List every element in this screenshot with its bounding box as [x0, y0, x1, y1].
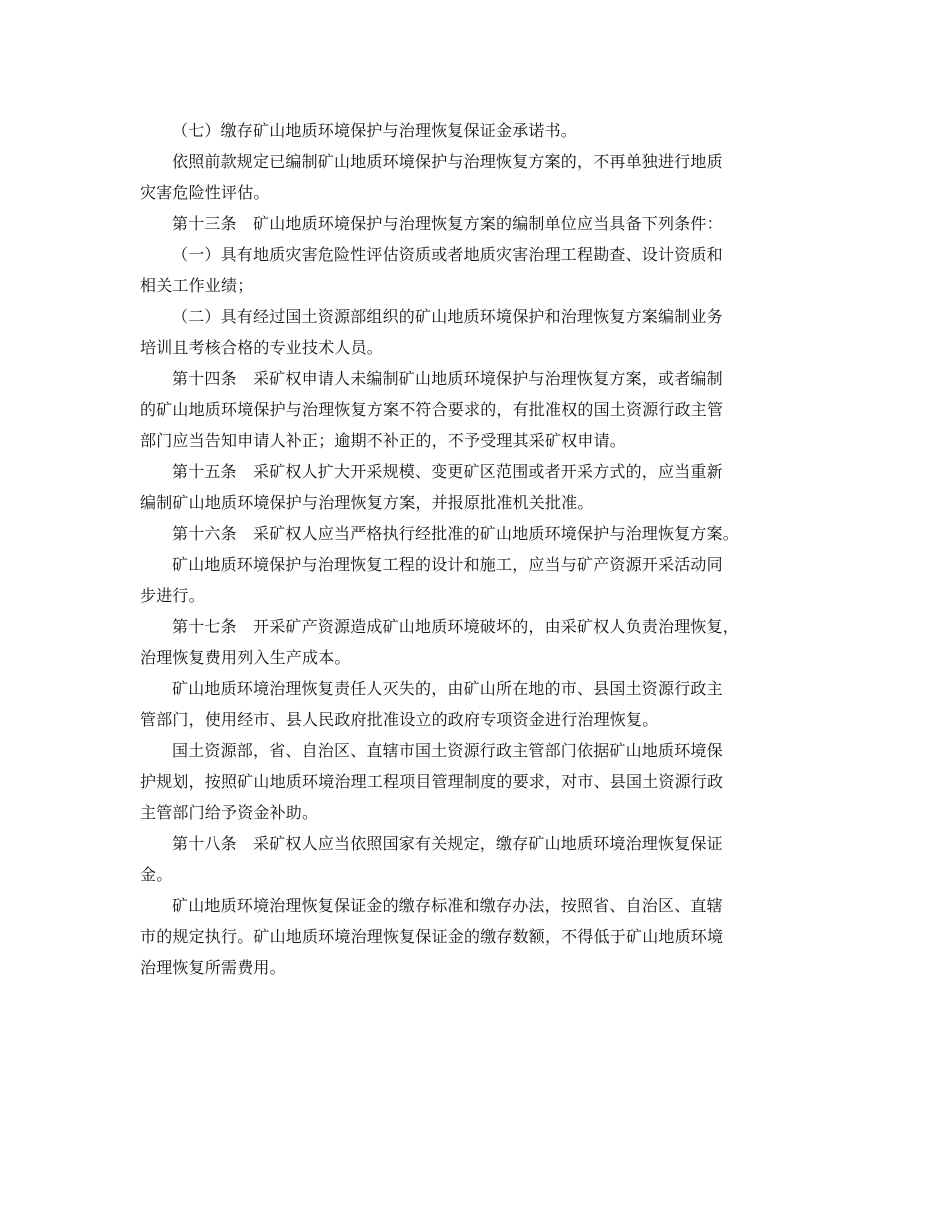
text-line: 相关工作业绩；: [140, 276, 254, 295]
text-line: 第十四条 采矿权申请人未编制矿山地质环境保护与治理恢复方案，或者编制: [172, 369, 723, 388]
text-line: 矿山地质环境治理恢复责任人灭失的，由矿山所在地的市、县国土资源行政主: [172, 679, 723, 698]
paragraph: [140, 146, 820, 208]
text-line: 第十五条 采矿权人扩大开采规模、变更矿区范围或者开采方式的，应当重新: [172, 462, 723, 481]
text-line: 金。: [140, 865, 173, 884]
text-line: 矿山地质环境保护与治理恢复工程的设计和施工，应当与矿产资源开采活动同: [172, 555, 723, 574]
paragraph: [140, 363, 820, 456]
text-line: 矿山地质环境治理恢复保证金的缴存标准和缴存办法，按照省、自治区、直辖: [172, 896, 723, 915]
text-line: 第十七条 开采矿产资源造成矿山地质环境破坏的，由采矿权人负责治理恢复，: [172, 617, 740, 636]
text-line: （一）具有地质灾害危险性评估资质或者地质灾害治理工程勘查、设计资质和: [172, 245, 723, 264]
paragraph: [140, 735, 820, 828]
paragraph: [140, 549, 820, 611]
text-line: 第十六条 采矿权人应当严格执行经批准的矿山地质环境保护与治理恢复方案。: [172, 524, 740, 543]
paragraph: [140, 239, 820, 301]
text-line: 步进行。: [140, 586, 205, 605]
text-line: 护规划，按照矿山地质环境治理工程项目管理制度的要求，对市、县国土资源行政: [140, 772, 724, 791]
text-line: 编制矿山地质环境保护与治理恢复方案，并报原批准机关批准。: [140, 493, 594, 512]
text-line: 管部门，使用经市、县人民政府批准设立的政府专项资金进行治理恢复。: [140, 710, 659, 729]
text-line: （二）具有经过国土资源部组织的矿山地质环境保护和治理恢复方案编制业务: [172, 307, 723, 326]
text-line: 第十三条 矿山地质环境保护与治理恢复方案的编制单位应当具备下列条件：: [172, 214, 723, 233]
paragraph: [140, 301, 820, 363]
paragraph: [140, 115, 820, 146]
text-line: 部门应当告知申请人补正；逾期不补正的，不予受理其采矿权申请。: [140, 431, 627, 450]
paragraph: [140, 456, 820, 518]
text-line: 培训且考核合格的专业技术人员。: [140, 338, 384, 357]
paragraph: [140, 518, 820, 549]
paragraph: [140, 611, 820, 673]
text-line: 治理恢复费用列入生产成本。: [140, 648, 351, 667]
text-line: 依照前款规定已编制矿山地质环境保护与治理恢复方案的，不再单独进行地质: [172, 152, 723, 171]
text-line: 市的规定执行。矿山地质环境治理恢复保证金的缴存数额，不得低于矿山地质环境: [140, 927, 724, 946]
text-line: 灾害危险性评估。: [140, 183, 270, 202]
text-line: （七）缴存矿山地质环境保护与治理恢复保证金承诺书。: [172, 121, 578, 140]
document-body: [140, 115, 820, 983]
text-line: 治理恢复所需费用。: [140, 958, 286, 977]
text-line: 的矿山地质环境保护与治理恢复方案不符合要求的，有批准权的国土资源行政主管: [140, 400, 724, 419]
paragraph: [140, 828, 820, 890]
paragraph: [140, 208, 820, 239]
text-line: 主管部门给予资金补助。: [140, 803, 319, 822]
paragraph: [140, 673, 820, 735]
paragraph: [140, 890, 820, 983]
text-line: 国土资源部，省、自治区、直辖市国土资源行政主管部门依据矿山地质环境保: [172, 741, 723, 760]
text-line: 第十八条 采矿权人应当依照国家有关规定，缴存矿山地质环境治理恢复保证: [172, 834, 723, 853]
